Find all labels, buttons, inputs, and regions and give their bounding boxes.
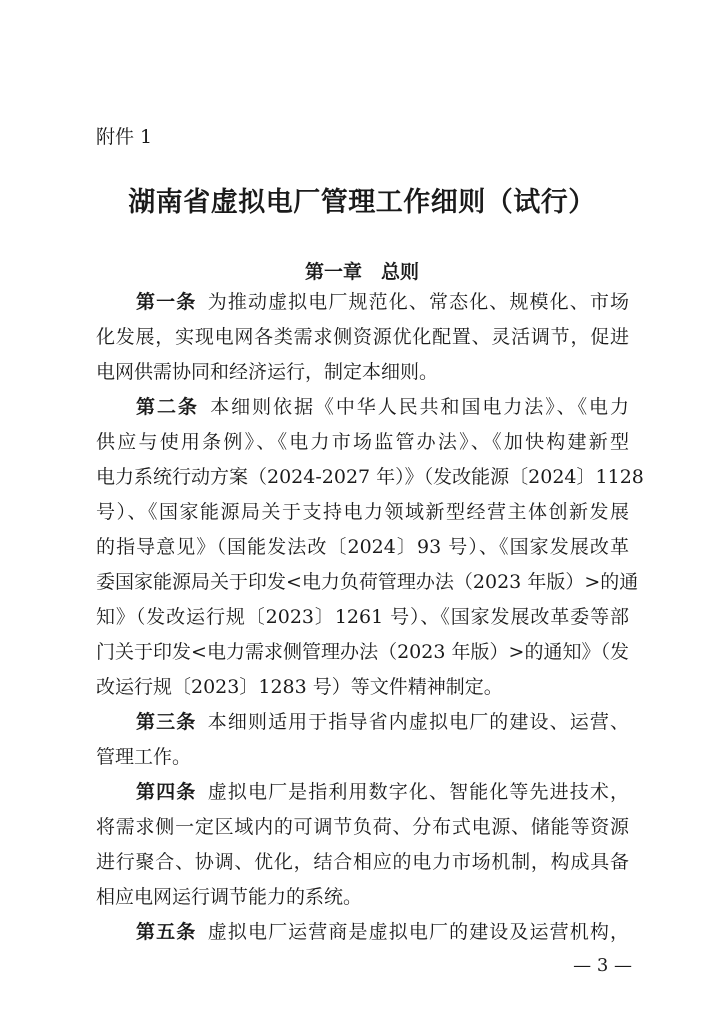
article-line: 门关于印发<电力需求侧管理办法（2023 年版）>的通知》（发 (96, 641, 629, 663)
article-line: 电网供需协同和经济运行，制定本细则。 (96, 361, 439, 383)
article-line: 第五条 虚拟电厂运营商是虚拟电厂的建设及运营机构， (136, 921, 629, 943)
article-line: 委国家能源局关于印发<电力负荷管理办法（2023 年版）>的通 (96, 571, 639, 593)
page-number: — 3 — (573, 955, 632, 976)
article-line: 将需求侧一定区域内的可调节负荷、分布式电源、储能等资源 (96, 816, 629, 838)
article-line: 号）、《国家能源局关于支持电力领域新型经营主体创新发展 (96, 501, 629, 523)
article-line: 化发展，实现电网各类需求侧资源优化配置、灵活调节，促进 (96, 326, 629, 348)
article-label: 第一条 (136, 291, 197, 313)
article-line: 第二条 本细则依据《中华人民共和国电力法》、《电力 (136, 396, 629, 418)
chapter-heading: 第一章 总则 (304, 261, 419, 283)
article-line: 知》（发改运行规〔2023〕1261 号）、《国家发展改革委等部 (96, 606, 629, 628)
article-label: 第四条 (136, 781, 197, 803)
article-line: 相应电网运行调节能力的系统。 (96, 886, 363, 908)
attachment-label: 附件 1 (96, 126, 153, 148)
article-label: 第五条 (136, 921, 197, 943)
article-line: 第三条 本细则适用于指导省内虚拟电厂的建设、运营、 (136, 711, 629, 733)
article-line: 供应与使用条例》、《电力市场监管办法》、《加快构建新型 (96, 431, 629, 453)
article-line: 进行聚合、协调、优化，结合相应的电力市场机制，构成具备 (96, 851, 629, 873)
article-line: 的指导意见》（国能发法改〔2024〕93 号）、《国家发展改革 (96, 536, 629, 558)
article-line: 管理工作。 (96, 746, 192, 768)
article-line: 第一条 为推动虚拟电厂规范化、常态化、规模化、市场 (136, 291, 629, 313)
document-title: 湖南省虚拟电厂管理工作细则（试行） (128, 187, 596, 218)
article-label: 第三条 (136, 711, 197, 733)
article-line: 电力系统行动方案（2024-2027 年）》（发改能源〔2024〕1128 (96, 466, 644, 488)
article-label: 第二条 (136, 396, 199, 418)
article-line: 第四条 虚拟电厂是指利用数字化、智能化等先进技术， (136, 781, 629, 803)
article-line: 改运行规〔2023〕1283 号）等文件精神制定。 (96, 676, 503, 698)
